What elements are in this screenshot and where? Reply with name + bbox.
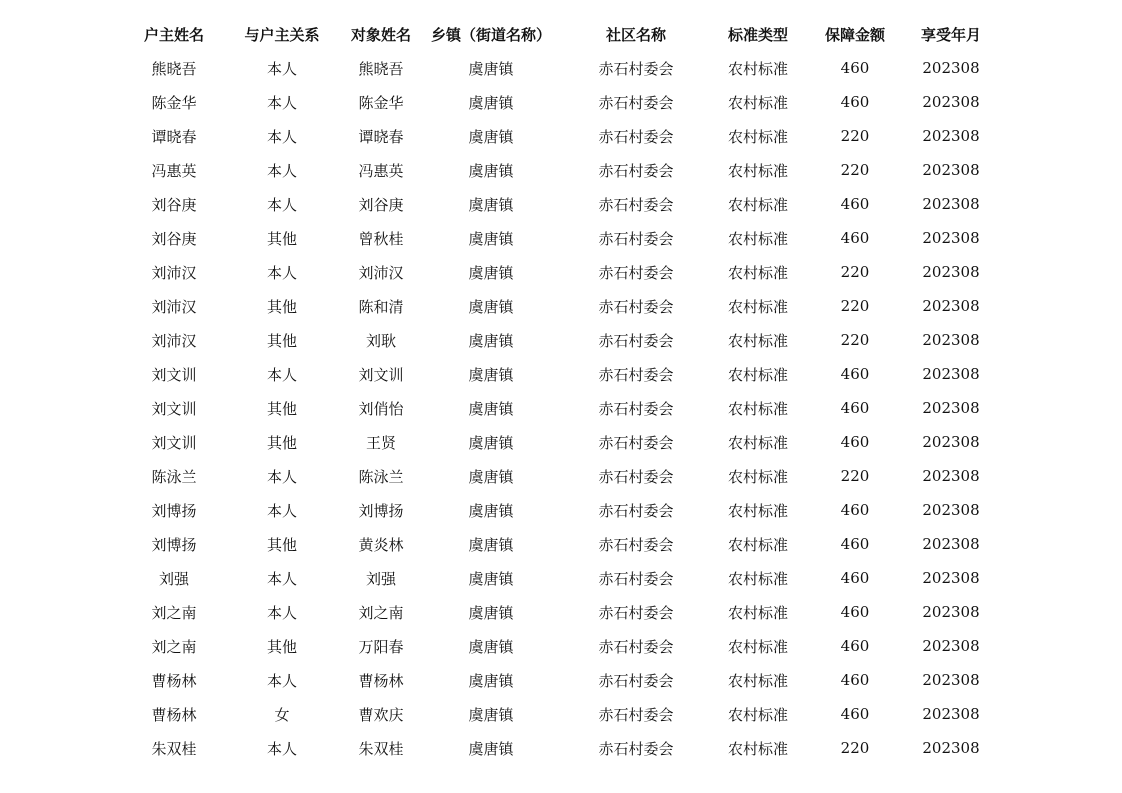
cell-township: 虞唐镇: [468, 331, 514, 350]
cell-community: 赤石村委会: [598, 603, 674, 622]
cell-amount: 460: [840, 569, 870, 587]
cell-period: 202308: [922, 603, 980, 621]
cell-period: 202308: [922, 195, 980, 213]
cell-community: 赤石村委会: [598, 569, 674, 588]
cell-township: 虞唐镇: [468, 671, 514, 690]
table-row: [123, 289, 995, 323]
cell-period: 202308: [922, 331, 980, 349]
cell-community: 赤石村委会: [598, 127, 674, 146]
cell-standard-type: 农村标准: [727, 365, 788, 384]
cell-amount: 460: [840, 671, 870, 689]
cell-standard-type: 农村标准: [727, 501, 788, 520]
cell-amount: 460: [840, 399, 870, 417]
cell-community: 赤石村委会: [598, 161, 674, 180]
cell-household-head-name: 刘博扬: [151, 501, 197, 520]
cell-recipient-name: 刘俏怡: [358, 399, 404, 418]
cell-period: 202308: [922, 263, 980, 281]
table-row: [123, 221, 995, 255]
cell-standard-type: 农村标准: [727, 739, 788, 758]
cell-household-head-name: 刘强: [158, 569, 189, 588]
table-row: [123, 153, 995, 187]
cell-community: 赤石村委会: [598, 637, 674, 656]
table-row: [123, 697, 995, 731]
header-period: 享受年月: [920, 25, 981, 44]
cell-recipient-name: 曹杨林: [358, 671, 404, 690]
cell-standard-type: 农村标准: [727, 93, 788, 112]
cell-relationship: 本人: [266, 263, 297, 282]
cell-recipient-name: 曾秋桂: [358, 229, 404, 248]
cell-standard-type: 农村标准: [727, 569, 788, 588]
cell-community: 赤石村委会: [598, 433, 674, 452]
cell-standard-type: 农村标准: [727, 535, 788, 554]
cell-amount: 460: [840, 501, 870, 519]
cell-community: 赤石村委会: [598, 705, 674, 724]
cell-period: 202308: [922, 229, 980, 247]
table-row: [123, 459, 995, 493]
table-row: [123, 255, 995, 289]
cell-relationship: 本人: [266, 671, 297, 690]
table-row: [123, 357, 995, 391]
cell-household-head-name: 刘之南: [151, 637, 197, 656]
cell-amount: 220: [840, 263, 870, 281]
cell-household-head-name: 刘沛汉: [151, 263, 197, 282]
cell-community: 赤石村委会: [598, 263, 674, 282]
cell-township: 虞唐镇: [468, 297, 514, 316]
cell-period: 202308: [922, 739, 980, 757]
cell-period: 202308: [922, 705, 980, 723]
cell-recipient-name: 黄炎林: [358, 535, 404, 554]
table-header: [123, 17, 995, 51]
cell-amount: 460: [840, 229, 870, 247]
cell-relationship: 其他: [266, 229, 297, 248]
cell-community: 赤石村委会: [598, 739, 674, 758]
cell-recipient-name: 陈泳兰: [358, 467, 404, 486]
cell-household-head-name: 刘文训: [151, 399, 197, 418]
cell-relationship: 本人: [266, 501, 297, 520]
cell-period: 202308: [922, 127, 980, 145]
cell-period: 202308: [922, 365, 980, 383]
cell-recipient-name: 刘文训: [358, 365, 404, 384]
cell-relationship: 本人: [266, 569, 297, 588]
cell-period: 202308: [922, 59, 980, 77]
cell-township: 虞唐镇: [468, 501, 514, 520]
cell-recipient-name: 刘之南: [358, 603, 404, 622]
table-row: [123, 323, 995, 357]
cell-period: 202308: [922, 671, 980, 689]
cell-household-head-name: 陈金华: [151, 93, 197, 112]
header-relationship: 与户主关系: [244, 25, 320, 44]
cell-standard-type: 农村标准: [727, 195, 788, 214]
cell-recipient-name: 刘耿: [365, 331, 396, 350]
cell-period: 202308: [922, 433, 980, 451]
cell-township: 虞唐镇: [468, 161, 514, 180]
cell-township: 虞唐镇: [468, 263, 514, 282]
cell-amount: 460: [840, 93, 870, 111]
cell-household-head-name: 刘博扬: [151, 535, 197, 554]
cell-relationship: 本人: [266, 739, 297, 758]
cell-relationship: 其他: [266, 297, 297, 316]
cell-township: 虞唐镇: [468, 365, 514, 384]
cell-amount: 220: [840, 331, 870, 349]
cell-household-head-name: 刘谷庚: [151, 195, 197, 214]
cell-amount: 460: [840, 705, 870, 723]
subsidy-roster-table: [123, 17, 995, 765]
cell-amount: 460: [840, 195, 870, 213]
cell-recipient-name: 曹欢庆: [358, 705, 404, 724]
cell-standard-type: 农村标准: [727, 331, 788, 350]
cell-household-head-name: 刘沛汉: [151, 331, 197, 350]
cell-township: 虞唐镇: [468, 229, 514, 248]
cell-relationship: 其他: [266, 433, 297, 452]
cell-period: 202308: [922, 93, 980, 111]
cell-household-head-name: 冯惠英: [151, 161, 197, 180]
cell-relationship: 其他: [266, 637, 297, 656]
cell-standard-type: 农村标准: [727, 433, 788, 452]
cell-amount: 220: [840, 127, 870, 145]
header-standard-type: 标准类型: [727, 25, 788, 44]
cell-relationship: 本人: [266, 603, 297, 622]
cell-period: 202308: [922, 637, 980, 655]
cell-amount: 460: [840, 365, 870, 383]
cell-relationship: 本人: [266, 93, 297, 112]
cell-relationship: 本人: [266, 365, 297, 384]
cell-household-head-name: 谭晓春: [151, 127, 197, 146]
cell-recipient-name: 王贤: [365, 433, 396, 452]
cell-recipient-name: 冯惠英: [358, 161, 404, 180]
cell-recipient-name: 陈和清: [358, 297, 404, 316]
cell-standard-type: 农村标准: [727, 705, 788, 724]
cell-standard-type: 农村标准: [727, 59, 788, 78]
cell-household-head-name: 刘谷庚: [151, 229, 197, 248]
header-amount: 保障金额: [824, 25, 885, 44]
cell-household-head-name: 刘之南: [151, 603, 197, 622]
cell-amount: 460: [840, 637, 870, 655]
cell-household-head-name: 刘文训: [151, 365, 197, 384]
cell-amount: 460: [840, 603, 870, 621]
cell-amount: 460: [840, 535, 870, 553]
table-row: [123, 425, 995, 459]
cell-community: 赤石村委会: [598, 331, 674, 350]
cell-relationship: 本人: [266, 127, 297, 146]
cell-relationship: 本人: [266, 195, 297, 214]
cell-community: 赤石村委会: [598, 59, 674, 78]
cell-amount: 460: [840, 433, 870, 451]
header-township: 乡镇（街道名称）: [430, 25, 551, 44]
table-row: [123, 391, 995, 425]
cell-amount: 220: [840, 467, 870, 485]
cell-township: 虞唐镇: [468, 739, 514, 758]
cell-standard-type: 农村标准: [727, 161, 788, 180]
cell-township: 虞唐镇: [468, 399, 514, 418]
cell-period: 202308: [922, 399, 980, 417]
cell-community: 赤石村委会: [598, 535, 674, 554]
cell-recipient-name: 朱双桂: [358, 739, 404, 758]
cell-household-head-name: 刘文训: [151, 433, 197, 452]
cell-community: 赤石村委会: [598, 93, 674, 112]
cell-standard-type: 农村标准: [727, 637, 788, 656]
table-row: [123, 663, 995, 697]
cell-household-head-name: 熊晓吾: [151, 59, 197, 78]
cell-recipient-name: 刘谷庚: [358, 195, 404, 214]
table-body: [123, 51, 995, 765]
cell-recipient-name: 陈金华: [358, 93, 404, 112]
cell-relationship: 本人: [266, 467, 297, 486]
cell-recipient-name: 万阳春: [358, 637, 404, 656]
cell-recipient-name: 刘博扬: [358, 501, 404, 520]
table-row: [123, 51, 995, 85]
cell-standard-type: 农村标准: [727, 297, 788, 316]
cell-recipient-name: 刘沛汉: [358, 263, 404, 282]
cell-period: 202308: [922, 569, 980, 587]
cell-recipient-name: 谭晓春: [358, 127, 404, 146]
cell-relationship: 其他: [266, 331, 297, 350]
cell-community: 赤石村委会: [598, 501, 674, 520]
cell-amount: 220: [840, 297, 870, 315]
cell-community: 赤石村委会: [598, 297, 674, 316]
cell-period: 202308: [922, 161, 980, 179]
cell-relationship: 女: [274, 705, 290, 724]
cell-standard-type: 农村标准: [727, 229, 788, 248]
cell-community: 赤石村委会: [598, 399, 674, 418]
cell-community: 赤石村委会: [598, 467, 674, 486]
cell-amount: 220: [840, 161, 870, 179]
cell-household-head-name: 曹杨林: [151, 705, 197, 724]
table-row: [123, 85, 995, 119]
table-row: [123, 527, 995, 561]
cell-period: 202308: [922, 467, 980, 485]
cell-community: 赤石村委会: [598, 229, 674, 248]
cell-township: 虞唐镇: [468, 93, 514, 112]
table-row: [123, 629, 995, 663]
cell-standard-type: 农村标准: [727, 127, 788, 146]
cell-township: 虞唐镇: [468, 603, 514, 622]
cell-recipient-name: 熊晓吾: [358, 59, 404, 78]
cell-township: 虞唐镇: [468, 195, 514, 214]
cell-standard-type: 农村标准: [727, 399, 788, 418]
cell-standard-type: 农村标准: [727, 671, 788, 690]
cell-township: 虞唐镇: [468, 535, 514, 554]
cell-standard-type: 农村标准: [727, 603, 788, 622]
cell-standard-type: 农村标准: [727, 467, 788, 486]
cell-community: 赤石村委会: [598, 365, 674, 384]
table-row: [123, 595, 995, 629]
cell-township: 虞唐镇: [468, 569, 514, 588]
cell-relationship: 本人: [266, 161, 297, 180]
header-community: 社区名称: [605, 25, 666, 44]
cell-township: 虞唐镇: [468, 467, 514, 486]
cell-township: 虞唐镇: [468, 705, 514, 724]
cell-household-head-name: 刘沛汉: [151, 297, 197, 316]
cell-amount: 220: [840, 739, 870, 757]
cell-township: 虞唐镇: [468, 127, 514, 146]
cell-township: 虞唐镇: [468, 59, 514, 78]
cell-township: 虞唐镇: [468, 433, 514, 452]
cell-amount: 460: [840, 59, 870, 77]
header-recipient-name: 对象姓名: [350, 25, 411, 44]
cell-township: 虞唐镇: [468, 637, 514, 656]
cell-household-head-name: 朱双桂: [151, 739, 197, 758]
cell-community: 赤石村委会: [598, 195, 674, 214]
cell-relationship: 其他: [266, 535, 297, 554]
table-row: [123, 493, 995, 527]
table-row: [123, 561, 995, 595]
cell-relationship: 本人: [266, 59, 297, 78]
cell-household-head-name: 陈泳兰: [151, 467, 197, 486]
cell-period: 202308: [922, 535, 980, 553]
cell-period: 202308: [922, 501, 980, 519]
cell-household-head-name: 曹杨林: [151, 671, 197, 690]
header-household-head-name: 户主姓名: [143, 25, 204, 44]
table-row: [123, 731, 995, 765]
cell-period: 202308: [922, 297, 980, 315]
cell-relationship: 其他: [266, 399, 297, 418]
table-row: [123, 119, 995, 153]
cell-standard-type: 农村标准: [727, 263, 788, 282]
table-row: [123, 187, 995, 221]
cell-community: 赤石村委会: [598, 671, 674, 690]
cell-recipient-name: 刘强: [365, 569, 396, 588]
header-row: [123, 17, 995, 51]
